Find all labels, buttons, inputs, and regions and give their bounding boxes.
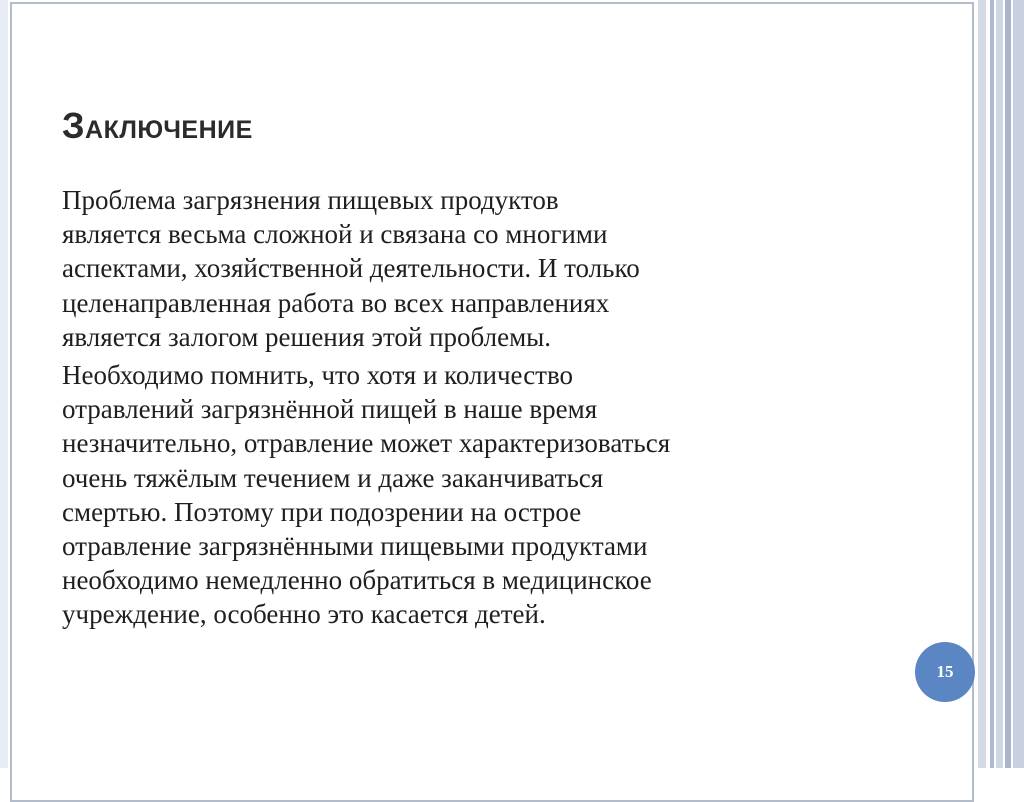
right-stripe — [1005, 0, 1011, 768]
right-stripe — [978, 0, 986, 768]
left-edge-decoration — [0, 0, 8, 768]
right-stripe — [990, 0, 994, 768]
page-number-badge: 15 — [915, 642, 975, 702]
slide-title: Заключение — [62, 105, 253, 146]
slide-body — [62, 183, 877, 636]
right-stripe — [1013, 0, 1024, 768]
paragraph-1: Проблема загрязнения пищевых продуктов является весьма сложной и связана со многими аспектами, хозяйственной деятельности. И только целенаправленная работа во всех направлениях является залогом решения этой проблемы. — [62, 185, 640, 352]
paragraph-2: Необходимо помнить, что хотя и количество отравлений загрязнённой пищей в наше время незначительно, отравление может характеризоваться очень тяжёлым течением и даже заканчиваться смертью. Поэтому при подозрении на острое отравление загрязнёнными пищевыми продуктами необходимо немедленно обратиться в медицинское учреждение, особенно это касается детей. — [62, 360, 671, 630]
right-stripe — [996, 0, 1003, 768]
